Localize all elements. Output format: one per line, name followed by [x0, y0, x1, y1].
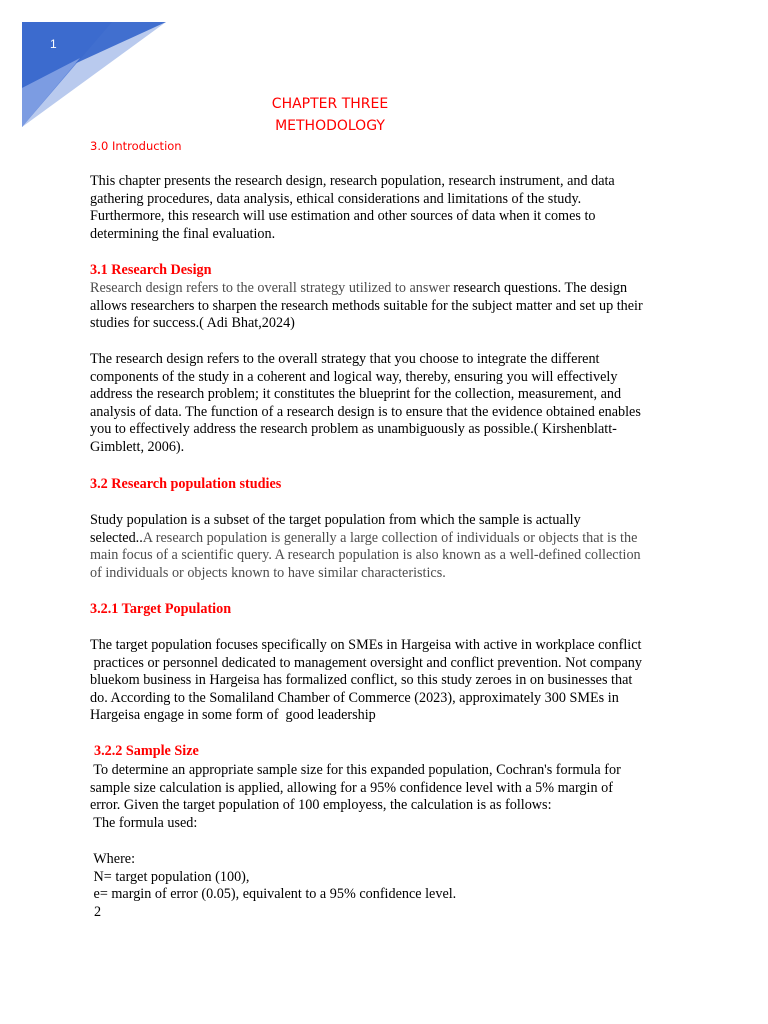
introduction-heading: 3.0 Introduction [90, 139, 182, 153]
sample-size-where [90, 851, 690, 921]
text-line: bluekom business in Hargeisa has formalized conflict, so this study zeroes in on businesses that [90, 672, 633, 689]
grey-text: Research design refers to the overall strategy utilized to answer [90, 280, 454, 296]
corner-decoration [0, 0, 200, 140]
text-line: Gimblett, 2006). [90, 438, 185, 455]
research-design-heading: 3.1 Research Design [90, 262, 212, 278]
text-line: do. According to the Somaliland Chamber of Commerce (2023), approximately 300 SMEs in [90, 689, 619, 706]
target-population-paragraph [90, 637, 690, 725]
text-line: Hargeisa engage in some form of good leadership [90, 707, 376, 724]
text-line [90, 530, 690, 548]
chapter-title: CHAPTER THREE [271, 96, 389, 112]
text-line [90, 280, 690, 298]
text-line: studies for success.( Adi Bhat,2024) [90, 315, 295, 332]
sample-size-heading: 3.2.2 Sample Size [94, 743, 199, 759]
text-line: components of the study in a coherent and logical way, thereby, ensuring you will effectively [90, 368, 618, 385]
text-line: analysis of data. The function of a research design is to ensure that the evidence obtained enables [90, 403, 641, 420]
text-line: allows researchers to sharpen the research methods suitable for the subject matter and set up their [90, 297, 643, 314]
text-line: sample size calculation is applied, allowing for a 95% confidence level with a 5% margin of [90, 779, 613, 796]
text-line: of individuals or objects known to have similar characteristics. [90, 564, 446, 581]
chapter-subtitle: METHODOLOGY [275, 118, 385, 134]
sample-size-paragraph [90, 762, 690, 832]
text-line: gathering procedures, data analysis, ethical considerations and limitations of the study. [90, 190, 582, 207]
grey-text: A research population is generally a large collection of individuals or objects that is the [142, 529, 638, 546]
text-line: The formula used: [90, 814, 198, 831]
text-line: error. Given the target population of 100 employess, the calculation is as follows: [90, 797, 552, 814]
text-line: Study population is a subset of the target population from which the sample is actually [90, 512, 581, 528]
research-population-paragraph [90, 512, 690, 582]
text-line: Furthermore, this research will use estimation and other sources of data when it comes to [90, 208, 596, 225]
research-population-heading: 3.2 Research population studies [90, 476, 282, 492]
introduction-paragraph [90, 173, 690, 243]
text-line: N= target population (100), [90, 868, 250, 885]
text-line: determining the final evaluation. [90, 225, 276, 242]
text-line: The target population focuses specifically on SMEs in Hargeisa with active in workplace conflict [90, 637, 642, 653]
text-run: selected.. [90, 529, 143, 546]
target-population-heading: 3.2.1 Target Population [90, 601, 232, 617]
research-design-paragraph-1 [90, 280, 690, 333]
text-line: This chapter presents the research design, research population, research instrument, and data [90, 173, 615, 189]
text-line: Where: [90, 851, 136, 867]
page-number-bottom: 2 [94, 903, 102, 920]
text-line: The research design refers to the overall strategy that you choose to integrate the different [90, 351, 600, 367]
text-line: address the research problem; it constitutes the blueprint for the collection, measurement, and [90, 386, 622, 403]
text-line: main focus of a scientific query. A research population is also known as a well-defined collection [90, 547, 641, 564]
page-number-top: 1 [50, 37, 57, 51]
text-line: practices or personnel dedicated to management oversight and conflict prevention. Not company [90, 654, 642, 671]
text-run: research questions. The design [453, 280, 628, 296]
text-line: To determine an appropriate sample size for this expanded population, Cochran's formula for [90, 762, 621, 778]
text-line: you to effectively address the research problem as unambiguously as possible.( Kirshenblatt- [90, 421, 617, 438]
text-line: e= margin of error (0.05), equivalent to a 95% confidence level. [90, 886, 457, 903]
research-design-paragraph-2 [90, 351, 690, 457]
